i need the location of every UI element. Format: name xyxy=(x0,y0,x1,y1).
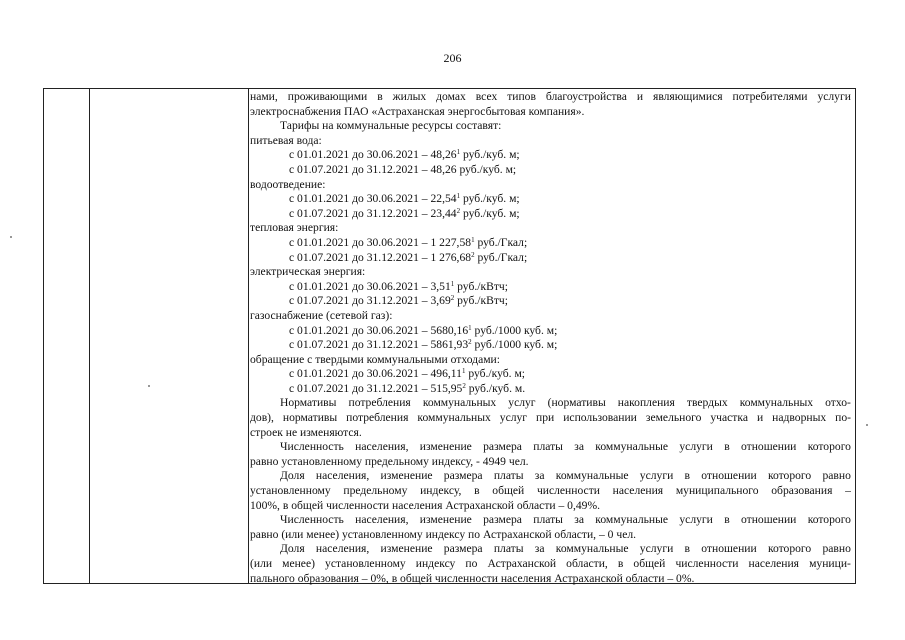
tariff-line xyxy=(250,367,851,382)
footnote-marker: 1 xyxy=(468,323,472,332)
tariff-unit: руб./Гкал; xyxy=(474,250,528,264)
resource-name: электрическая энергия: xyxy=(250,265,366,279)
footnote-marker: 2 xyxy=(468,338,472,347)
footnote-marker: 1 xyxy=(456,192,461,201)
tariff-value: с 01.07.2021 до 31.12.2021 – 23,44 xyxy=(289,206,457,220)
paragraph-line: Доля населения, изменение размера платы за коммунальные услуги в отношении которого равно xyxy=(280,542,851,556)
tariff-unit: руб./куб. м; xyxy=(460,192,520,206)
footnote-marker: 1 xyxy=(461,367,466,376)
tariff-value: с 01.07.2021 до 31.12.2021 – 5861,93 xyxy=(289,338,469,352)
tariff-value: с 01.01.2021 до 30.06.2021 – 1 227,58 xyxy=(289,235,472,249)
column-divider xyxy=(248,89,249,583)
tariff-unit: руб./куб. м. xyxy=(465,381,526,395)
footnote-marker: 2 xyxy=(462,381,466,390)
tariff-unit: руб./кВтч; xyxy=(454,294,508,308)
paragraph-line: дов), нормативы потребления коммунальных услуг при использовании земельного участка и надворных по- xyxy=(250,411,851,425)
document-table xyxy=(43,88,856,584)
tariff-value: с 01.01.2021 до 30.06.2021 – 48,26 xyxy=(289,148,457,162)
tariff-unit: руб./1000 куб. м; xyxy=(471,338,558,352)
scan-speck xyxy=(10,236,12,238)
paragraph-line: Численность населения, изменение размера платы за коммунальные услуги в отношении которого xyxy=(280,513,851,527)
table-cell-content xyxy=(250,90,851,586)
paragraph-line: Нормативы потребления коммунальных услуг (нормативы накопления твердых коммунальных отхо- xyxy=(280,396,851,410)
paragraph-line: Доля населения, изменение размера платы за коммунальные услуги в отношении которого равно xyxy=(280,469,851,483)
footnote-marker: 2 xyxy=(456,206,461,215)
tariff-line xyxy=(250,251,851,266)
column-divider xyxy=(89,89,90,583)
tariff-line xyxy=(250,207,851,222)
footnote-marker: 1 xyxy=(456,148,461,157)
paragraph-line: 100%, в общей численности населения Астраханской области – 0,49%. xyxy=(250,498,601,512)
resource-name: газоснабжение (сетевой газ): xyxy=(250,308,393,322)
tariff-line xyxy=(250,236,851,251)
tariff-unit: руб./куб. м; xyxy=(465,367,526,381)
resource-name: тепловая энергия: xyxy=(250,221,339,235)
resource-name: обращение с твердыми коммунальными отходами: xyxy=(250,352,500,366)
footnote-marker: 1 xyxy=(471,235,475,244)
paragraph-line: (или менее) установленному индексу по Астраханской области, в общей численности населения муници- xyxy=(250,557,851,570)
tariff-value: с 01.07.2021 до 31.12.2021 – 515,95 xyxy=(289,381,463,395)
tariff-unit: руб./1000 куб. м; xyxy=(471,323,558,337)
tariff-line xyxy=(250,148,851,163)
paragraph-line: равно (или менее) установленному индексу по Астраханской области, – 0 чел. xyxy=(250,527,637,541)
section-heading: Тарифы на коммунальные ресурсы составят: xyxy=(280,119,502,133)
scan-speck xyxy=(866,424,868,426)
paragraph-line: строек не изменяются. xyxy=(250,425,362,439)
paragraph-line: пального образования – 0%, в общей численности населения Астраханской области – 0%. xyxy=(250,571,695,585)
footnote-marker: 1 xyxy=(450,279,455,288)
tariff-value: с 01.01.2021 до 30.06.2021 – 5680,16 xyxy=(289,323,469,337)
tariff-unit: руб./куб. м; xyxy=(460,206,520,220)
tariff-unit: руб./куб. м; xyxy=(460,148,520,162)
tariff-line xyxy=(250,324,851,339)
tariff-unit: руб./Гкал; xyxy=(474,235,528,249)
tariff-value: с 01.07.2021 до 31.12.2021 – 1 276,68 xyxy=(289,250,472,264)
paragraph-line: электроснабжения ПАО «Астраханская энергосбытовая компания». xyxy=(250,104,585,118)
paragraph-line: нами, проживающими в жилых домах всех типов благоустройства и являющимися потребителями услуги xyxy=(250,90,851,103)
tariff-unit: руб./кВтч; xyxy=(454,279,508,293)
tariff-line xyxy=(250,192,851,207)
tariff-value: с 01.07.2021 до 31.12.2021 – 48,26 руб./куб. м; xyxy=(289,162,517,176)
paragraph-line: Численность населения, изменение размера платы за коммунальные услуги в отношении которого xyxy=(280,440,851,454)
paragraph-line: установленному предельному индексу, в общей численности населения муниципального образования – xyxy=(250,484,851,498)
footnote-marker: 2 xyxy=(471,250,475,259)
tariff-line xyxy=(250,382,851,397)
tariff-line xyxy=(250,338,851,353)
scan-speck xyxy=(148,385,150,387)
tariff-line xyxy=(250,294,851,309)
tariff-value: с 01.01.2021 до 30.06.2021 – 22,54 xyxy=(289,192,457,206)
tariff-value: с 01.07.2021 до 31.12.2021 – 3,69 xyxy=(289,294,451,308)
page-number: 206 xyxy=(443,51,462,65)
tariff-line xyxy=(250,163,851,178)
resource-name: водоотведение: xyxy=(250,177,326,191)
footnote-marker: 2 xyxy=(450,294,455,303)
tariff-line xyxy=(250,280,851,295)
tariff-value: с 01.01.2021 до 30.06.2021 – 3,51 xyxy=(289,279,451,293)
tariff-value: с 01.01.2021 до 30.06.2021 – 496,11 xyxy=(289,367,462,381)
resource-name: питьевая вода: xyxy=(250,133,322,147)
paragraph-line: равно установленному предельному индексу, - 4949 чел. xyxy=(250,454,529,468)
